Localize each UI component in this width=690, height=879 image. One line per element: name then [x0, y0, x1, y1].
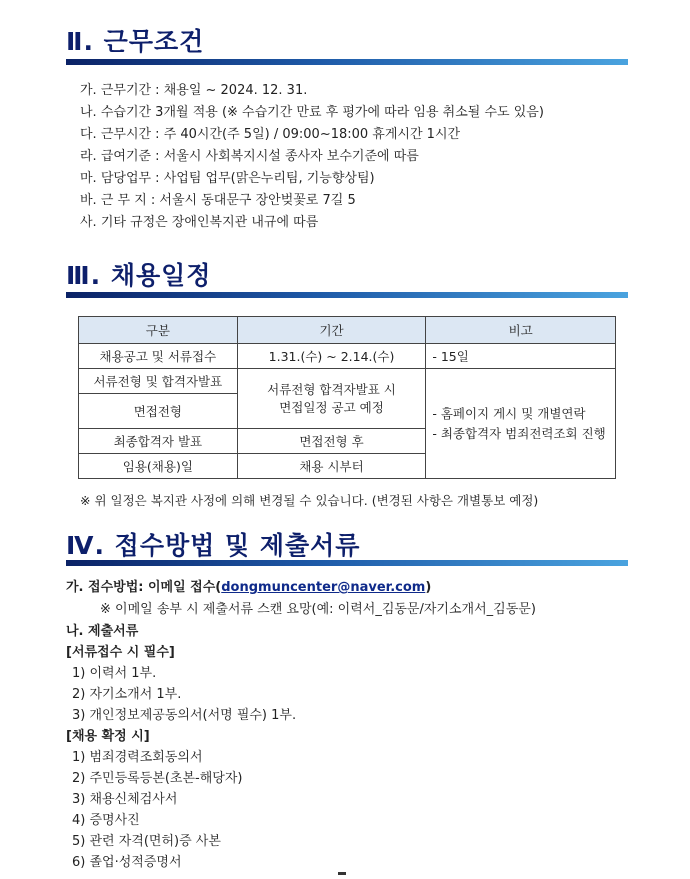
list-item: 6) 졸업·성적증명서	[72, 855, 182, 870]
method-label: 가. 접수방법: 이메일 접수(	[66, 580, 222, 595]
row-note: - 15일	[426, 344, 616, 369]
list-item: 3) 개인정보제공동의서(서명 필수) 1부.	[72, 708, 297, 723]
row-label: 면접전형	[79, 394, 238, 429]
hire-docs-title: [채용 확정 시]	[66, 729, 150, 744]
documents-title: 나. 제출서류	[66, 624, 139, 639]
merged-note-line-2: - 최종합격자 범죄전력조회 진행	[432, 425, 606, 441]
section-title-application: Ⅳ. 접수방법 및 제출서류	[66, 531, 361, 560]
row-period: 채용 시부터	[237, 454, 426, 479]
row-label: 최종합격자 발표	[79, 429, 238, 454]
salary-line: 라. 급여기준 : 서울시 사회복지시설 종사자 보수기준에 따름	[80, 149, 419, 164]
header-note: 비고	[426, 317, 616, 344]
row-label: 임용(채용)일	[79, 454, 238, 479]
merged-note-line-1: - 홈페이지 게시 및 개별연락	[432, 405, 586, 421]
section-title-work-conditions: Ⅱ. 근무조건	[66, 27, 205, 56]
table-row	[79, 344, 616, 369]
section-divider	[66, 292, 628, 298]
header-period: 기간	[237, 317, 426, 344]
section-title-schedule: Ⅲ. 채용일정	[66, 261, 212, 290]
row-label: 채용공고 및 서류접수	[79, 344, 238, 369]
merged-period-cell	[237, 369, 426, 429]
duty-line: 마. 담당업무 : 사업팀 업무(맑은누리팀, 기능향상팀)	[80, 171, 375, 186]
work-location-line: 바. 근 무 지 : 서울시 동대문구 장안벚꽃로 7길 5	[80, 193, 356, 208]
email-link[interactable]: dongmuncenter@naver.com	[221, 580, 426, 595]
merged-period-line-2: 면접일정 공고 예정	[279, 399, 384, 415]
method-close: )	[425, 580, 432, 595]
page-number-fragment	[338, 872, 346, 875]
list-item: 2) 주민등록등본(초본-해당자)	[72, 771, 243, 786]
application-method-line	[66, 576, 431, 595]
table-header-row	[79, 317, 616, 344]
list-item: 1) 범죄경력조회동의서	[72, 750, 203, 765]
required-docs-title: [서류접수 시 필수]	[66, 645, 175, 660]
merged-note-cell	[426, 369, 616, 479]
method-note: ※ 이메일 송부 시 제출서류 스캔 요망(예: 이력서_김동문/자기소개서_김동문)	[100, 602, 536, 617]
schedule-table	[78, 316, 616, 479]
section-divider	[66, 59, 628, 65]
work-hours-line: 다. 근무시간 : 주 40시간(주 5일) / 09:00~18:00 휴게시간 1시간	[80, 127, 461, 142]
list-item: 1) 이력서 1부.	[72, 666, 157, 681]
list-item: 2) 자기소개서 1부.	[72, 687, 182, 702]
section-divider	[66, 560, 628, 566]
schedule-footnote: ※ 위 일정은 복지관 사정에 의해 변경될 수 있습니다. (변경된 사항은 개별통보 예정)	[80, 493, 539, 508]
header-category: 구분	[79, 317, 238, 344]
work-term-line: 가. 근무기간 : 채용일 ~ 2024. 12. 31.	[80, 83, 308, 98]
row-period: 면접전형 후	[237, 429, 426, 454]
other-rules-line: 사. 기타 규정은 장애인복지관 내규에 따름	[80, 215, 319, 230]
merged-period-line-1: 서류전형 합격자발표 시	[267, 381, 396, 397]
row-period: 1.31.(수) ~ 2.14.(수)	[237, 344, 426, 369]
list-item: 5) 관련 자격(면허)증 사본	[72, 834, 221, 849]
table-row	[79, 369, 616, 394]
probation-line: 나. 수습기간 3개월 적용 (※ 수습기간 만료 후 평가에 따라 임용 취소될 수도 있음)	[80, 105, 544, 120]
row-label: 서류전형 및 합격자발표	[79, 369, 238, 394]
list-item: 3) 채용신체검사서	[72, 792, 178, 807]
list-item: 4) 증명사진	[72, 813, 140, 828]
